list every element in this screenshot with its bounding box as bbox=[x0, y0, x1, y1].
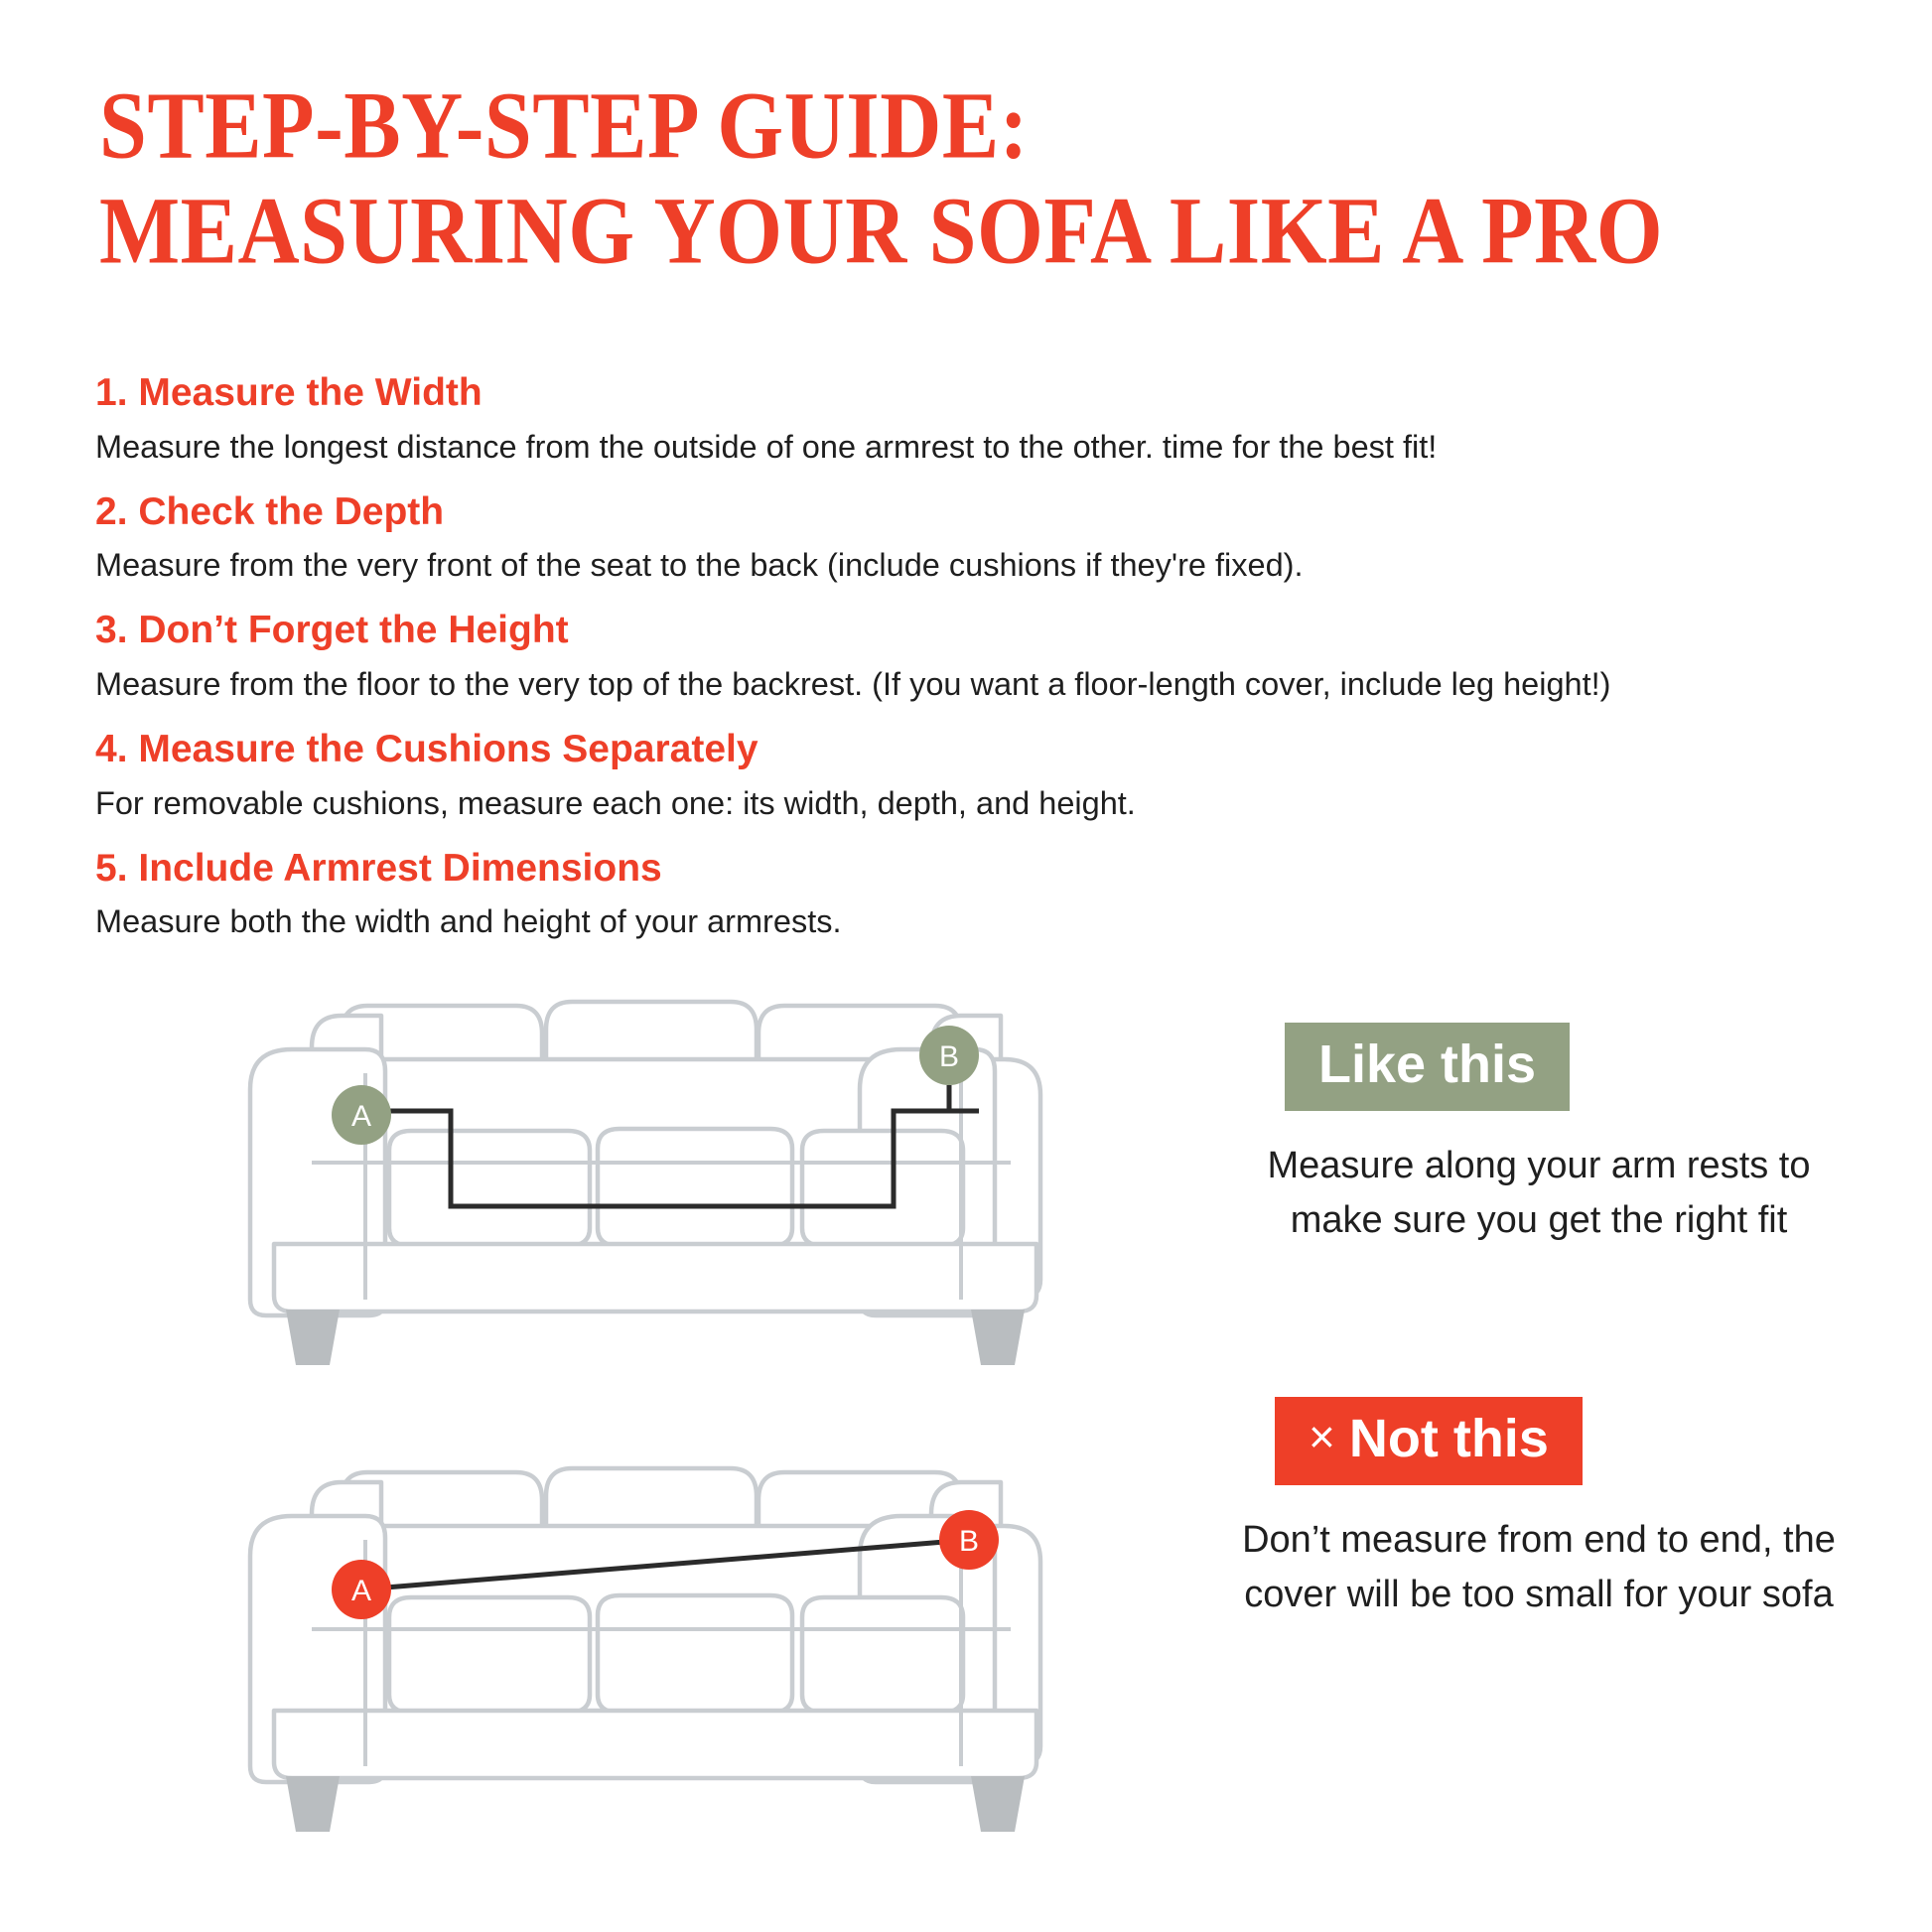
step-item bbox=[95, 722, 1882, 827]
step-item bbox=[95, 841, 1882, 946]
marker-b-incorrect-label: B bbox=[958, 1525, 980, 1558]
page-title bbox=[99, 71, 1886, 284]
callout-correct bbox=[1231, 1023, 1847, 1248]
sofa-diagram-correct bbox=[250, 1002, 1040, 1365]
marker-a-correct-label: A bbox=[350, 1100, 372, 1133]
badge-like-this: Like this bbox=[1285, 1023, 1570, 1111]
callout-incorrect bbox=[1231, 1397, 1847, 1622]
step-body: Measure from the floor to the very top of the backrest. (If you want a floor-length cover, include leg height!) bbox=[95, 665, 1611, 702]
step-body: Measure from the very front of the seat to the back (include cushions if they're fixed). bbox=[95, 547, 1304, 584]
badge-not-this-label: Not this bbox=[1348, 1408, 1549, 1468]
step-item bbox=[95, 365, 1882, 471]
step-body: For removable cushions, measure each one: its width, depth, and height. bbox=[95, 784, 1136, 821]
callout-incorrect-text: Don’t measure from end to end, the cover will be too small for your sofa bbox=[1242, 1518, 1836, 1615]
sofa-diagram-incorrect bbox=[250, 1468, 1040, 1832]
step-heading: 1. Measure the Width bbox=[95, 371, 483, 414]
close-icon: × bbox=[1309, 1410, 1335, 1462]
step-heading: 5. Include Armrest Dimensions bbox=[95, 846, 662, 890]
title-line-2: MEASURING YOUR SOFA LIKE A PRO bbox=[99, 177, 1664, 284]
steps-list bbox=[95, 365, 1882, 959]
step-item bbox=[95, 484, 1882, 590]
step-body: Measure the longest distance from the outside of one armrest to the other. time for the best fit! bbox=[95, 428, 1438, 465]
marker-b-correct-label: B bbox=[938, 1040, 960, 1073]
step-heading: 4. Measure the Cushions Separately bbox=[95, 728, 759, 771]
callout-correct-text: Measure along your arm rests to make sure you get the right fit bbox=[1267, 1144, 1811, 1241]
badge-not-this bbox=[1275, 1397, 1583, 1485]
sofa-diagrams bbox=[99, 978, 1211, 1871]
callouts-column bbox=[1231, 1023, 1847, 1622]
step-heading: 3. Don’t Forget the Height bbox=[95, 609, 569, 652]
title-line-1: STEP-BY-STEP GUIDE: bbox=[99, 71, 1029, 179]
step-heading: 2. Check the Depth bbox=[95, 489, 445, 533]
marker-a-incorrect-label: A bbox=[350, 1575, 372, 1607]
step-body: Measure both the width and height of your armrests. bbox=[95, 903, 842, 940]
step-item bbox=[95, 603, 1882, 708]
